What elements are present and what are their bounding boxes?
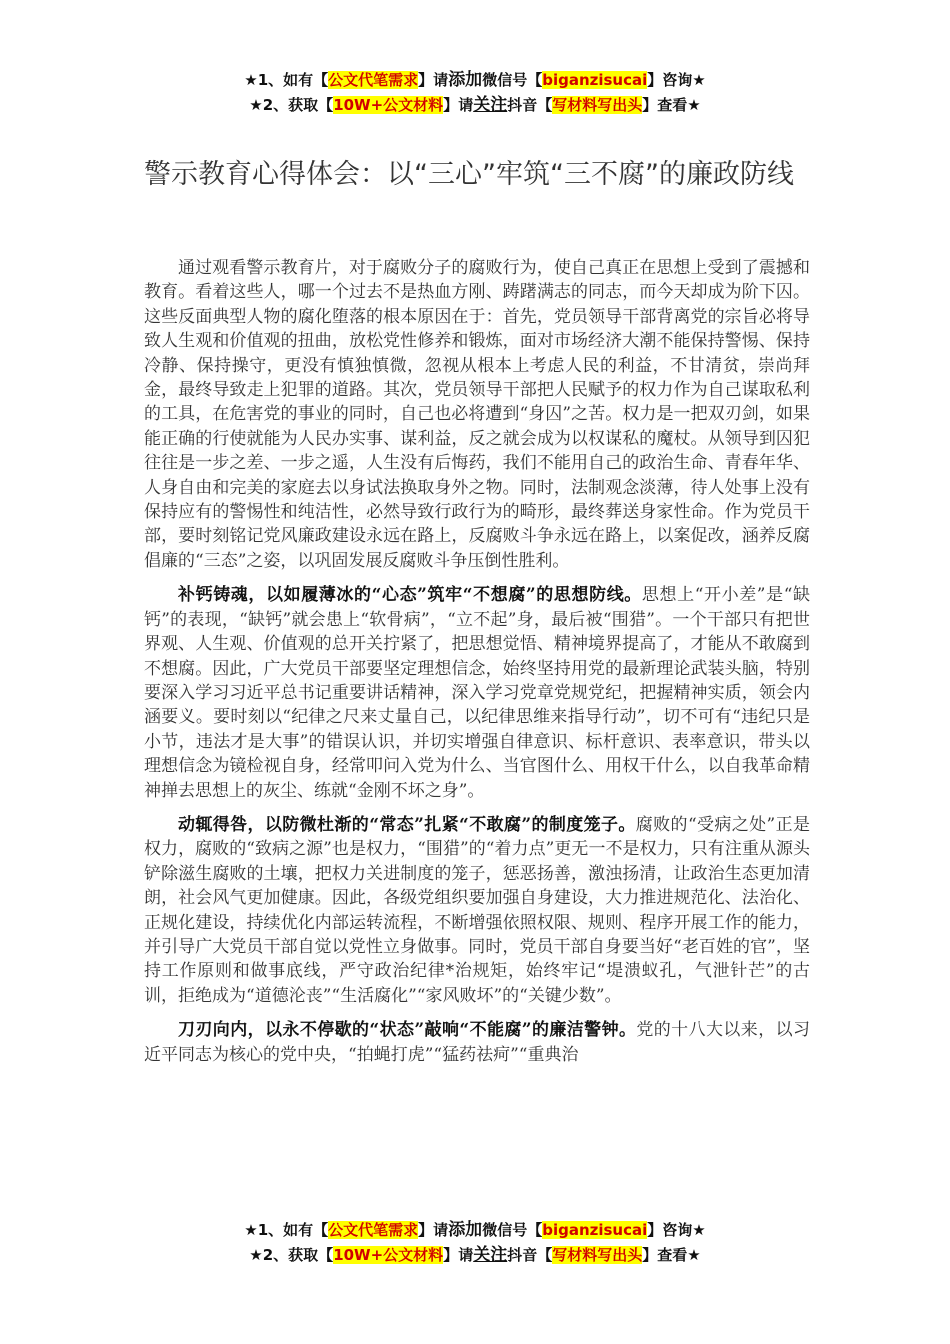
promo-line-1	[0, 1218, 950, 1243]
promo-line-2	[0, 93, 950, 118]
paragraph-text: 思想上“开小差”是“缺钙”的表现，“缺钙”就会患上“软骨病”，“立不起”身，最后被“围猎”。一个干部只有把世界观、人生观、价值观的总开关拧紧了，把思想觉悟、精神境界提高了，才能从不敢腐到不想腐。因此，广大党员干部要坚定理想信念，始终坚持用党的最新理论武装头脑，特别要深入学习习近平总书记重要讲话精神，深入学习党章党规党纪，把握精神实质，领会内涵要义。要时刻以“纪律之尺来丈量自己，以纪律思维来指导行动”，切不可有“违纪只是小节，违法才是大事”的错误认识，并切实增强自律意识、标杆意识、表率意识，带头以理想信念为镜检视自身，经常叩问入党为什么、当官图什么、用权干什么，以自我革命精神掸去思想上的灰尘、练就“金刚不坏之身”。	[144, 585, 810, 801]
paragraph-section-1	[144, 583, 810, 803]
document-title: 警示教育心得体会：以“三心”牢筑“三不腐”的廉政防线	[144, 159, 794, 190]
promo-text: 抖音【	[507, 1246, 553, 1264]
promo-highlight-wechat-id: biganzisucai	[542, 71, 648, 89]
promo-highlight-douyin: 写材料写出头	[552, 96, 643, 114]
paragraph-text: 党的十八大以来，以习近平同志为核心的党中央，“拍蝇打虎”“猛药祛疴”“重典治	[144, 1020, 810, 1065]
promo-text: 】咨询★	[647, 1221, 706, 1239]
paragraph-text: 腐败的“受病之处”正是权力，腐败的“致病之源”也是权力，“围猎”的“着力点”更无一不是权力，只有注重从源头铲除滋生腐败的土壤，把权力关进制度的笼子，惩恶扬善，激浊扬清，让政治生态更加清朗，社会风气更加健康。因此，各级党组织要加强自身建设，大力推进规范化、法治化、正规化建设，持续优化内部运转流程，不断增强依照权限、规则、程序开展工作的能力，并引导广大党员干部自觉以党性立身做事。同时，党员干部自身要当好“老百姓的官”，坚持工作原则和做事底线，严守政治纪律*治规矩，始终牢记“堤溃蚁孔，气泄针芒”的古训，拒绝成为“道德沦丧”“生活腐化”“家风败坏”的“关键少数”。	[144, 814, 810, 1006]
promo-highlight: 公文代笔需求	[328, 1221, 419, 1239]
paragraph-lead: 补钙铸魂，以如履薄冰的“心态”筑牢“不想腐”的思想防线。	[178, 585, 642, 606]
promo-line-1	[0, 68, 950, 93]
promo-text: 】请	[418, 71, 449, 89]
promo-emphasis: 添加	[448, 70, 483, 90]
promo-text: 】查看★	[642, 1246, 701, 1264]
promo-emphasis: 关注	[473, 95, 508, 115]
promo-text: 微信号【	[482, 71, 543, 89]
promo-text: 微信号【	[482, 1221, 543, 1239]
promo-text: 】请	[443, 96, 474, 114]
promo-emphasis: 添加	[448, 1220, 483, 1240]
promo-line-2	[0, 1243, 950, 1268]
paragraph-intro	[144, 256, 810, 573]
promo-text: ★1、如有【	[244, 71, 329, 89]
promo-highlight-douyin: 写材料写出头	[552, 1246, 643, 1264]
promo-text: 】查看★	[642, 96, 701, 114]
promo-highlight: 公文代笔需求	[328, 71, 419, 89]
paragraph-text: 通过观看警示教育片，对于腐败分子的腐败行为，使自己真正在思想上受到了震撼和教育。看着这些人，哪一个过去不是热血方刚、踌躇满志的同志，而今天却成为阶下囚。这些反面典型人物的腐化堕落的根本原因在于：首先，党员领导干部背离党的宗旨必将导致人生观和价值观的扭曲，放松党性修养和锻炼，面对市场经济大潮不能保持警惕、保持冷静、保持操守，更没有慎独慎微，忽视从根本上考虑人民的利益，不甘清贫，崇尚拜金，最终导致走上犯罪的道路。其次，党员领导干部把人民赋予的权力作为自己谋取私利的工具，在危害党的事业的同时，自己也必将遭到“身囚”之苦。权力是一把双刃剑，如果能正确的行使就能为人民办实事、谋利益，反之就会成为以权谋私的魔杖。从领导到囚犯往往是一步之差、一步之遥，人生没有后悔药，我们不能用自己的政治生命、青春年华、人身自由和完美的家庭去以身试法换取身外之物。同时，法制观念淡薄，待人处事上没有保持应有的警惕性和纯洁性，必然导致行政行为的畸形，最终葬送身家性命。作为党员干部，要时刻铭记党风廉政建设永远在路上，反腐败斗争永远在路上，以案促改，涵养反腐倡廉的“三态”之姿，以巩固发展反腐败斗争压倒性胜利。	[144, 258, 810, 571]
promo-text: 】请	[418, 1221, 449, 1239]
document-body	[144, 256, 810, 1077]
promo-text: ★2、获取【	[249, 1246, 334, 1264]
promo-text: 抖音【	[507, 96, 553, 114]
promo-text: 】请	[443, 1246, 474, 1264]
promo-banner-bottom	[0, 1218, 950, 1268]
promo-highlight: 10W+公文材料	[333, 1246, 444, 1264]
paragraph-section-3	[144, 1018, 810, 1067]
paragraph-lead: 动辄得咎，以防微杜渐的“常态”扎紧“不敢腐”的制度笼子。	[178, 814, 636, 835]
promo-text: ★2、获取【	[249, 96, 334, 114]
promo-text: 】咨询★	[647, 71, 706, 89]
promo-text: ★1、如有【	[244, 1221, 329, 1239]
promo-emphasis: 关注	[473, 1245, 508, 1265]
paragraph-lead: 刀刃向内，以永不停歇的“状态”敲响“不能腐”的廉洁警钟。	[178, 1020, 637, 1041]
paragraph-section-2	[144, 813, 810, 1008]
promo-banner-top	[0, 68, 950, 118]
promo-highlight: 10W+公文材料	[333, 96, 444, 114]
promo-highlight-wechat-id: biganzisucai	[542, 1221, 648, 1239]
